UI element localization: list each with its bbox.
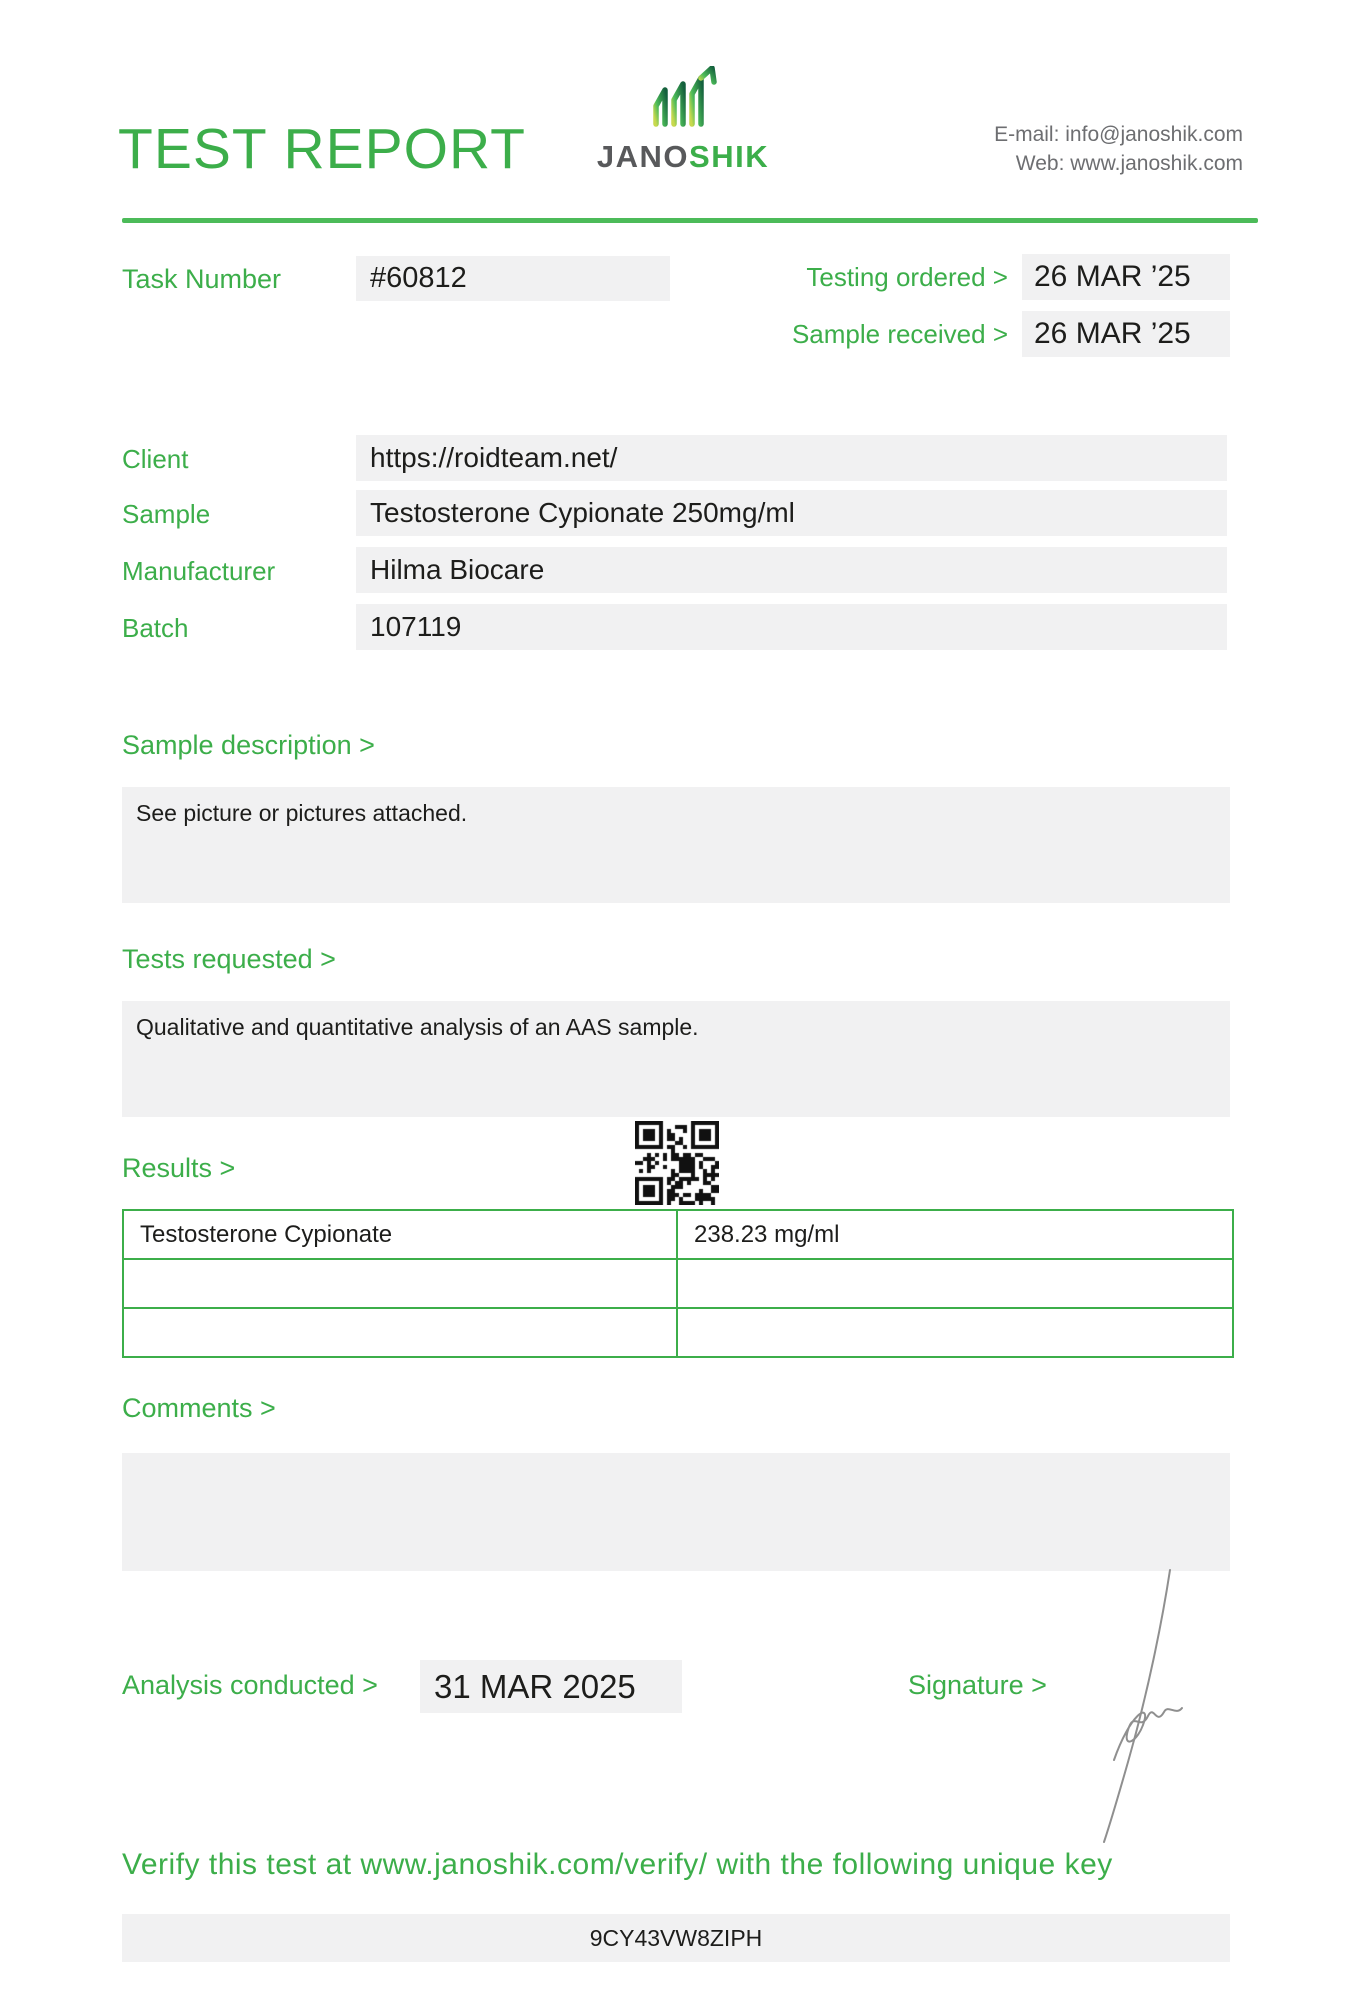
result-value: 238.23 mg/ml: [677, 1210, 1233, 1259]
comments-heading: Comments >: [122, 1393, 276, 1423]
task-number-label: Task Number: [122, 264, 282, 294]
testing-ordered-label: Testing ordered >: [806, 262, 1008, 292]
sample-description-text: See picture or pictures attached.: [136, 800, 468, 826]
results-table: [122, 1209, 1234, 1358]
tests-requested-panel: [122, 1001, 1230, 1117]
client-label: Client: [122, 444, 189, 474]
client-value-box: [356, 435, 1227, 481]
contact-web: Web: www.janoshik.com: [1015, 152, 1243, 175]
logo-shik: SHIK: [689, 139, 770, 174]
batch-label: Batch: [122, 613, 189, 643]
header-divider: [122, 218, 1258, 223]
table-row: [123, 1259, 1233, 1308]
logo-chart-icon: [644, 66, 722, 130]
page-title: TEST REPORT: [118, 117, 526, 181]
sample-received-label: Sample received >: [791, 319, 1008, 349]
testing-ordered-value: 26 MAR ’25: [1034, 260, 1191, 293]
result-analyte: [123, 1259, 677, 1308]
result-analyte: [123, 1308, 677, 1357]
sample-label: Sample: [122, 499, 211, 529]
logo-wordmark: [588, 139, 778, 175]
manufacturer-label: Manufacturer: [122, 556, 276, 586]
client-value: https://roidteam.net/: [370, 442, 618, 473]
sample-description-panel: [122, 787, 1230, 903]
task-number-value-box: [356, 256, 670, 301]
batch-value-box: [356, 604, 1227, 650]
sample-received-value: 26 MAR ’25: [1034, 317, 1191, 350]
qr-code-image: [635, 1121, 719, 1205]
task-number-value: #60812: [370, 262, 467, 294]
verify-key-box: [122, 1914, 1230, 1962]
verify-key: 9CY43VW8ZIPH: [589, 1925, 763, 1951]
sample-received-value-box: [1022, 311, 1230, 357]
signature-image: [1052, 1560, 1192, 1850]
contact-block: [994, 120, 1243, 178]
verify-instruction: Verify this test at www.janoshik.com/verify/ with the following unique key: [122, 1848, 1113, 1881]
logo: [588, 66, 778, 175]
signature-label: Signature >: [908, 1670, 1047, 1700]
analysis-date: 31 MAR 2025: [434, 1668, 636, 1705]
logo-jano: JANO: [596, 139, 690, 174]
table-row: [123, 1210, 1233, 1259]
analysis-conducted-label: Analysis conducted >: [122, 1670, 378, 1700]
result-value: [677, 1308, 1233, 1357]
results-heading: Results >: [122, 1153, 236, 1183]
batch-value: 107119: [370, 611, 462, 642]
result-analyte: Testosterone Cypionate: [123, 1210, 677, 1259]
testing-ordered-value-box: [1022, 254, 1230, 300]
result-value: [677, 1259, 1233, 1308]
table-row: [123, 1308, 1233, 1357]
tests-requested-text: Qualitative and quantitative analysis of an AAS sample.: [136, 1014, 699, 1040]
manufacturer-value-box: [356, 547, 1227, 593]
sample-value: Testosterone Cypionate 250mg/ml: [370, 497, 795, 528]
tests-requested-heading: Tests requested >: [122, 944, 336, 974]
sample-value-box: [356, 490, 1227, 536]
manufacturer-value: Hilma Biocare: [370, 554, 545, 585]
sample-description-heading: Sample description >: [122, 730, 375, 760]
analysis-date-box: [420, 1660, 682, 1713]
contact-email: E-mail: info@janoshik.com: [994, 123, 1243, 146]
comments-panel: [122, 1453, 1230, 1571]
